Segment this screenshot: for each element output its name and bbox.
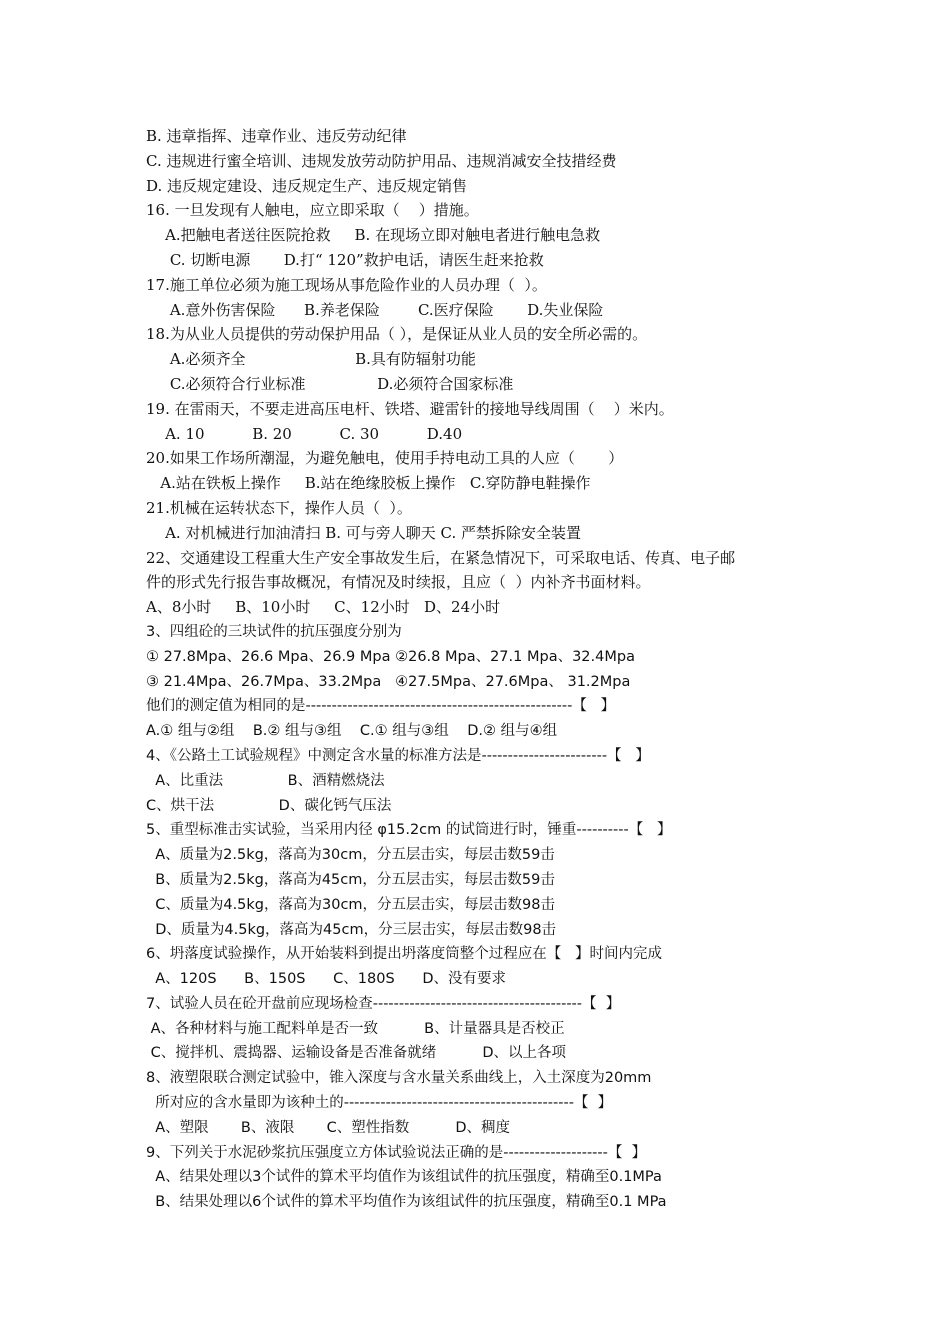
text-line: A、塑限 B、液限 C、塑性指数 D、稠度 <box>146 1119 510 1136</box>
text-line: A. 对机械进行加油清扫 B. 可与旁人聊天 C. 严禁拆除安全装置 <box>146 523 582 542</box>
text-line: A. 10 B. 20 C. 30 D.40 <box>146 424 463 443</box>
text-line: C、质量为4.5kg，落高为30cm，分五层击实，每层击数98击 <box>146 896 556 913</box>
text-line: D、质量为4.5kg，落高为45cm，分三层击实，每层击数98击 <box>146 921 557 938</box>
text-line: A、120S B、150S C、180S D、没有要求 <box>146 971 506 988</box>
text-line: A.必须齐全 B.具有防辐射功能 <box>146 350 476 369</box>
text-line: A.把触电者送往医院抢救 B. 在现场立即对触电者进行触电急救 <box>146 226 601 245</box>
text-line: C. 切断电源 D.打“ 120”救护电话，请医生赶来抢救 <box>146 250 544 269</box>
text-line: 9、下列关于水泥砂浆抗压强度立方体试验说法正确的是--------------------【 】 <box>146 1144 647 1161</box>
text-line: 7、试验人员在砼开盘前应现场检查----------------------------------------【 】 <box>146 995 621 1012</box>
text-line: 20.如果工作场所潮湿，为避免触电，使用手持电动工具的人应（ ） <box>146 449 624 468</box>
text-line: A、比重法 B、酒精燃烧法 <box>146 772 385 789</box>
text-line: 22、交通建设工程重大生产安全事故发生后，在紧急情况下，可采取电话、传真、电子邮 <box>146 548 736 567</box>
text-line: 8、液塑限联合测定试验中，锥入深度与含水量关系曲线上，入土深度为20mm <box>146 1070 652 1087</box>
text-line: 他们的测定值为相同的是---------------------------------------------------【 】 <box>146 698 616 715</box>
text-line: A、质量为2.5kg，落高为30cm，分五层击实，每层击数59击 <box>146 847 555 864</box>
text-line: C. 违规进行蜜全培训、违规发放劳动防护用品、违规消减安全技措经费 <box>146 151 617 170</box>
text-line: 4、《公路土工试验规程》中测定含水量的标准方法是------------------------【 】 <box>146 747 650 764</box>
text-line: A.① 组与②组 B.② 组与③组 C.① 组与③组 D.② 组与④组 <box>146 723 558 740</box>
text-line: 16. 一旦发现有人触电，应立即采取（ ）措施。 <box>146 201 479 220</box>
text-line: 19. 在雷雨天，不要走进高压电杆、铁塔、避雷针的接地导线周围（ ）米内。 <box>146 399 674 418</box>
text-line: A.意外伤害保险 B.养老保险 C.医疗保险 D.失业保险 <box>146 300 604 319</box>
text-line: 件的形式先行报告事故概况，有情况及时续报，且应（ ）内补齐书面材料。 <box>146 573 651 592</box>
text-line: 3、四组砼的三块试件的抗压强度分别为 <box>146 623 402 640</box>
document-body <box>146 124 836 1215</box>
text-line: D. 违反规定建设、违反规定生产、违反规定销售 <box>146 176 468 195</box>
text-line: C.必须符合行业标准 D.必须符合国家标准 <box>146 374 514 393</box>
text-line: 18.为从业人员提供的劳动保护用品（ ），是保证从业人员的安全所必需的。 <box>146 325 648 344</box>
text-line: B. 违章指挥、违章作业、违反劳动纪律 <box>146 127 407 145</box>
text-line: 所对应的含水量即为该种土的--------------------------------------------【 】 <box>146 1095 613 1112</box>
text-line: 17.施工单位必须为施工现场从事危险作业的人员办理（ ）。 <box>146 275 547 294</box>
text-line: A、各种材料与施工配料单是否一致 B、计量器具是否校正 <box>146 1020 565 1037</box>
text-line: B、质量为2.5kg，落高为45cm，分五层击实，每层击数59击 <box>146 871 555 888</box>
text-line: C、搅拌机、震捣器、运输设备是否准备就绪 D、以上各项 <box>146 1045 566 1062</box>
text-line: A.站在铁板上操作 B.站在绝缘胶板上操作 C.穿防静电鞋操作 <box>146 474 591 493</box>
text-line: B、结果处理以6个试件的算术平均值作为该组试件的抗压强度，精确至0.1 MPa <box>146 1194 667 1211</box>
text-line: ③ 21.4Mpa、26.7Mpa、33.2Mpa ④27.5Mpa、27.6Mpa、 31.2Mpa <box>146 673 631 690</box>
text-line: A、结果处理以3个试件的算术平均值作为该组试件的抗压强度，精确至0.1MPa <box>146 1169 662 1186</box>
text-line: A、8小时 B、10小时 C、12小时 D、24小时 <box>146 598 501 617</box>
text-line: 5、重型标准击实试验，当采用内径 φ15.2cm 的试筒进行时，锤重----------【 】 <box>146 822 672 839</box>
text-line: 6、坍落度试验操作，从开始装料到提出坍落度筒整个过程应在【 】时间内完成 <box>146 946 663 963</box>
text-line: 21.机械在运转状态下，操作人员（ ）。 <box>146 498 412 517</box>
text-line: C、烘干法 D、碳化钙气压法 <box>146 797 392 814</box>
text-line: ① 27.8Mpa、26.6 Mpa、26.9 Mpa ②26.8 Mpa、27.1 Mpa、32.4Mpa <box>146 648 635 665</box>
